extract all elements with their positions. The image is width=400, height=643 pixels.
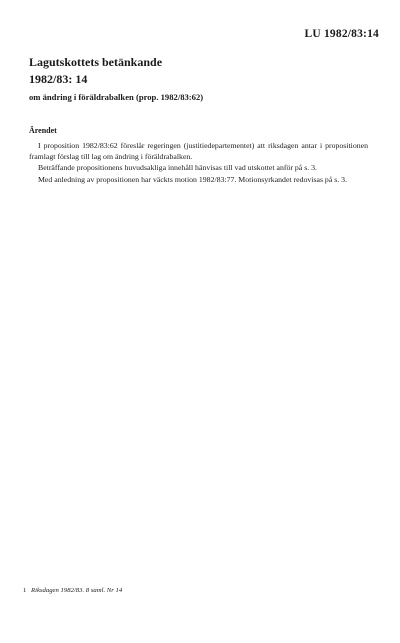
paragraph: I proposition 1982/83:62 föreslår regeringen (justitiedepartementet) att riksdagen antar i propositionen framlagt förslag till lag om ändring i föräldrabalken. [29,141,368,162]
footer [23,587,122,594]
document-title: Lagutskottets betänkande [29,55,163,69]
body-text [29,140,368,185]
footer-page-number: 1 [23,587,27,594]
paragraph: Med anledning av propositionen har väckts motion 1982/83:77. Motionsyrkandet redovisas på s. 3. [38,174,348,184]
document-subtitle: om ändring i föräldrabalken (prop. 1982/83:62) [29,92,204,102]
document-number: 1982/83: 14 [29,72,88,86]
paragraph: Beträffande propositionens huvudsakliga innehåll hänvisas till vad utskottet anför på s. 3. [38,163,317,173]
footer-text: Riksdagen 1982/83. 8 saml. Nr 14 [31,587,123,594]
document-reference: LU 1982/83:14 [304,28,379,40]
section-heading: Ärendet [29,126,57,135]
